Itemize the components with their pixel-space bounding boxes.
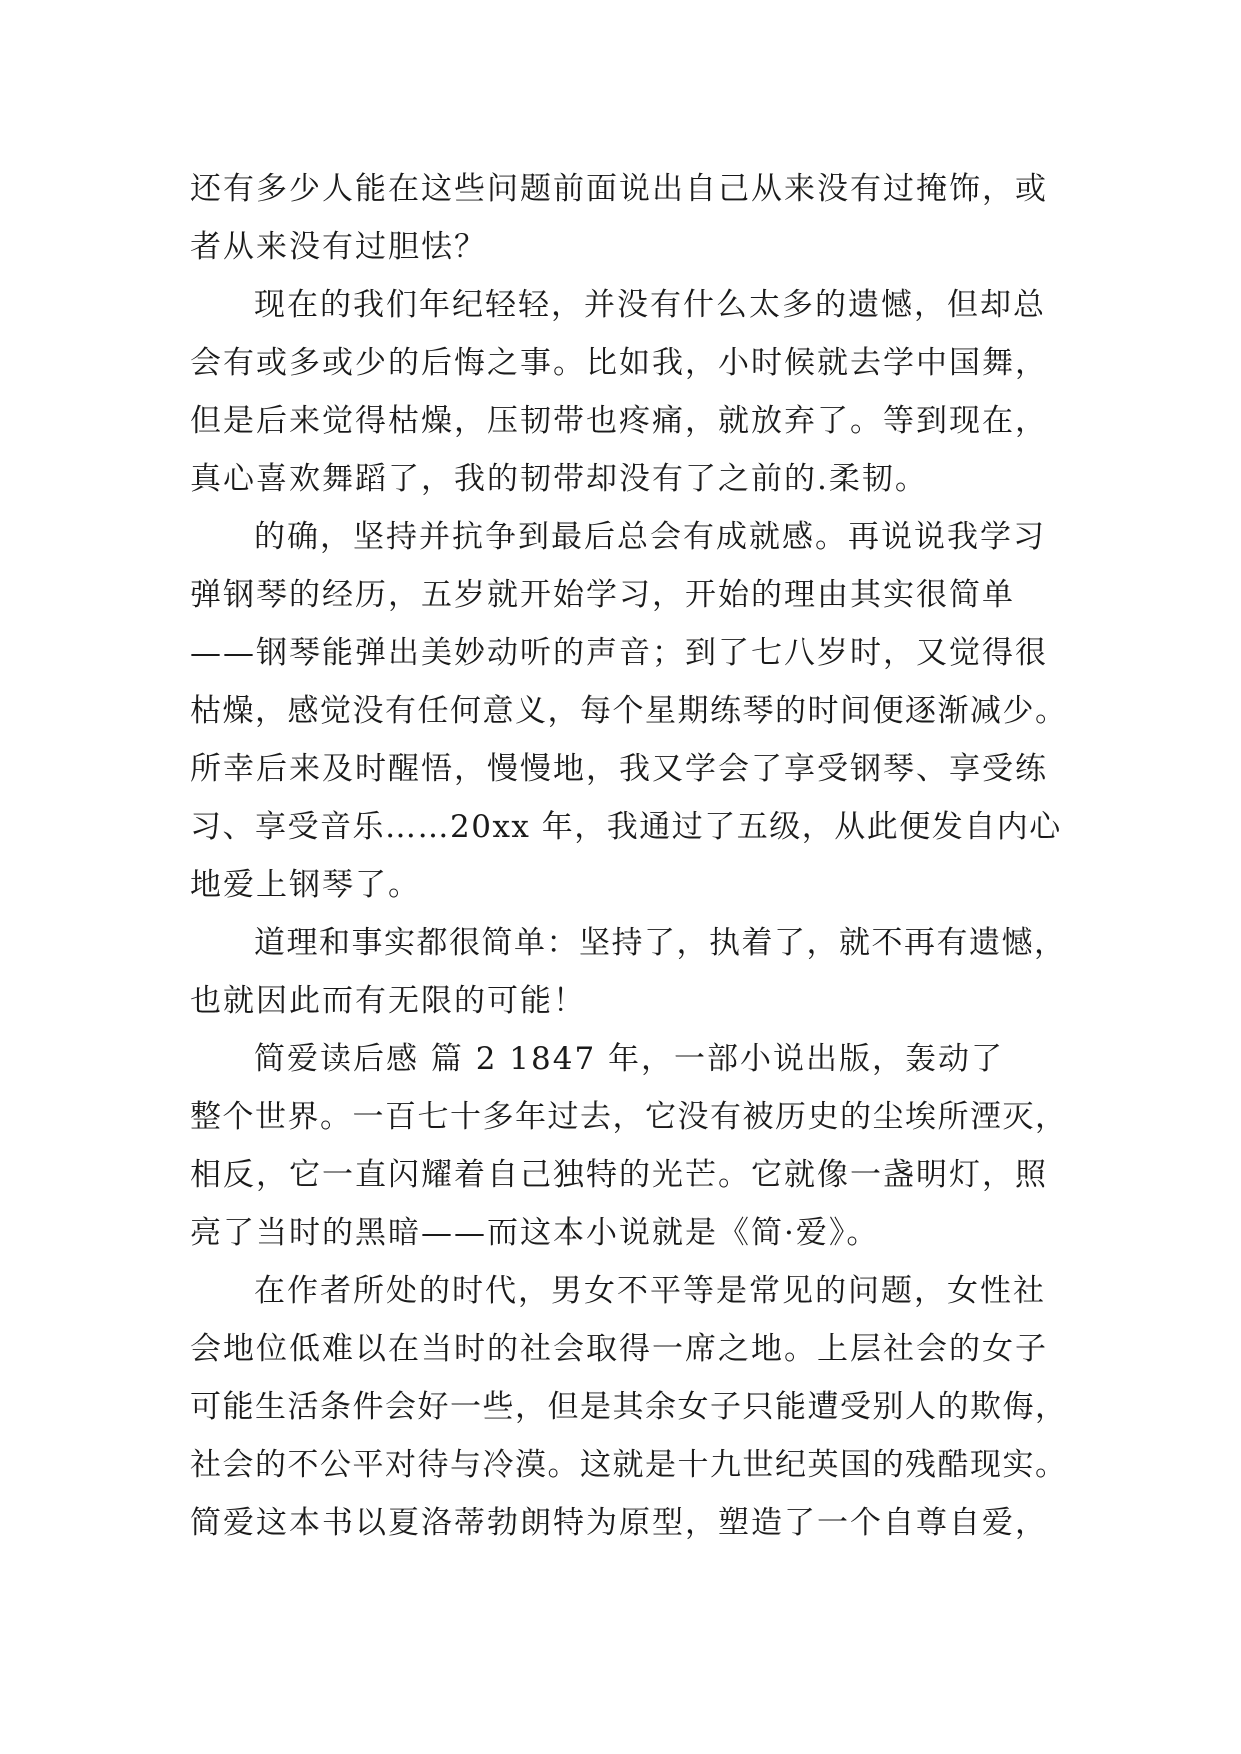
text-line: 弹钢琴的经历，五岁就开始学习，开始的理由其实很简单 [190, 577, 1015, 613]
text-line: 习、享受音乐……20xx 年，我通过了五级，从此便发自内心 [190, 809, 1062, 845]
document-body [190, 160, 1070, 1552]
text-line: 道理和事实都很简单：坚持了，执着了，就不再有遗憾， [254, 925, 1067, 961]
text-line: 整个世界。一百七十多年过去，它没有被历史的尘埃所湮灭， [190, 1099, 1068, 1135]
text-line: 会地位低难以在当时的社会取得一席之地。上层社会的女子 [190, 1331, 1048, 1367]
text-line: 亮了当时的黑暗——而这本小说就是《简·爱》。 [190, 1215, 880, 1251]
text-line: 在作者所处的时代，男女不平等是常见的问题，女性社 [254, 1273, 1046, 1309]
text-line: 还有多少人能在这些问题前面说出自己从来没有过掩饰，或 [190, 171, 1048, 207]
text-line: 会有或多或少的后悔之事。比如我，小时候就去学中国舞， [190, 345, 1048, 381]
text-line: 现在的我们年纪轻轻，并没有什么太多的遗憾，但却总 [254, 287, 1046, 323]
text-line: ——钢琴能弹出美妙动听的声音；到了七八岁时，又觉得很 [190, 635, 1048, 671]
text-line: 枯燥，感觉没有任何意义，每个星期练琴的时间便逐渐减少。 [190, 693, 1068, 729]
text-line: 地爱上钢琴了。 [190, 867, 421, 903]
text-line: 所幸后来及时醒悟，慢慢地，我又学会了享受钢琴、享受练 [190, 751, 1048, 787]
text-line: 简爱读后感 篇 2 1847 年，一部小说出版，轰动了 [254, 1041, 1005, 1077]
text-line: 但是后来觉得枯燥，压韧带也疼痛，就放弃了。等到现在， [190, 403, 1048, 439]
text-line: 者从来没有过胆怯？ [190, 229, 487, 265]
text-line: 社会的不公平对待与冷漠。这就是十九世纪英国的残酷现实。 [190, 1447, 1068, 1483]
text-line: 相反，它一直闪耀着自己独特的光芒。它就像一盏明灯，照 [190, 1157, 1048, 1193]
text-line: 真心喜欢舞蹈了，我的韧带却没有了之前的.柔韧。 [190, 461, 928, 497]
text-line: 简爱这本书以夏洛蒂勃朗特为原型，塑造了一个自尊自爱， [190, 1505, 1048, 1541]
text-line: 可能生活条件会好一些，但是其余女子只能遭受别人的欺侮， [190, 1389, 1068, 1425]
text-line: 也就因此而有无限的可能！ [190, 983, 586, 1019]
text-line: 的确，坚持并抗争到最后总会有成就感。再说说我学习 [254, 519, 1046, 555]
